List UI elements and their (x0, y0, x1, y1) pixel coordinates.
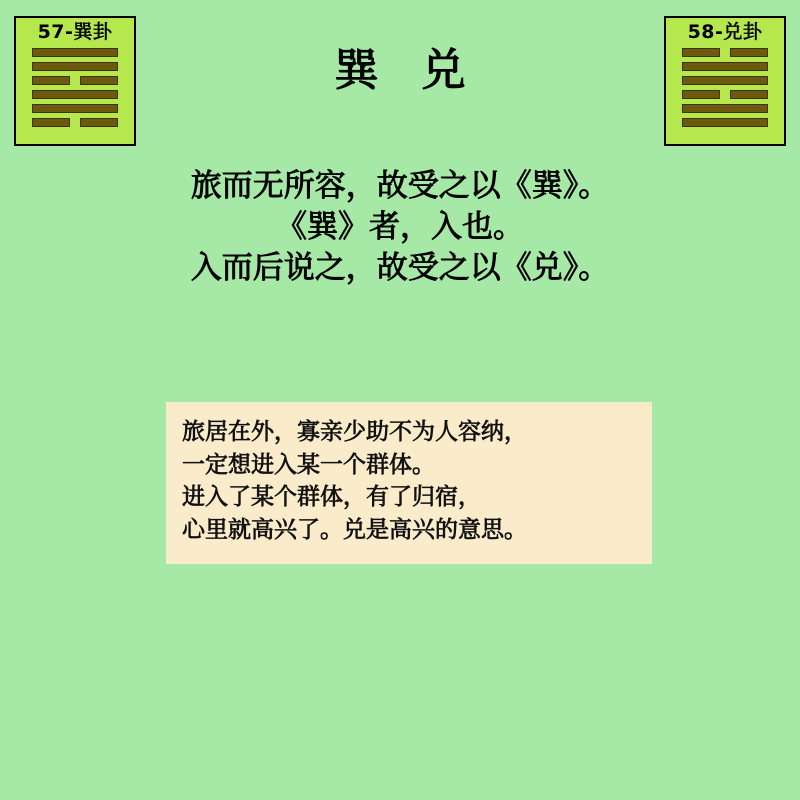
hexagram-label-57: 57-巽卦 (37, 21, 113, 43)
verse-line: 旅而无所容，故受之以《巽》。 (190, 168, 610, 204)
commentary-panel (166, 402, 652, 564)
commentary-line: 进入了某个群体，有了归宿， (182, 483, 481, 511)
yang-bar (682, 104, 768, 113)
verse-line: 《巽》者，入也。 (276, 208, 524, 245)
hexagram-label-58: 58-兑卦 (687, 21, 763, 43)
hexagram-line-yin (32, 118, 118, 127)
yin-bar-left (32, 118, 70, 127)
commentary-line: 旅居在外，寡亲少助不为人容纳， (182, 418, 527, 445)
yang-bar (682, 118, 768, 127)
verse-line: 入而后说之，故受之以《兑》。 (190, 249, 610, 286)
page-title: 巽 兑 (334, 45, 480, 96)
yang-bar (32, 104, 118, 113)
hexagram-line-yang (32, 104, 118, 113)
yin-bar-right (80, 118, 118, 127)
commentary-line: 心里就高兴了。兑是高兴的意思。 (182, 515, 527, 543)
verse-block (0, 166, 800, 289)
commentary-line: 一定想进入某一个群体。 (182, 450, 435, 478)
hexagram-line-yang (682, 118, 768, 127)
hexagram-line-yang (682, 104, 768, 113)
